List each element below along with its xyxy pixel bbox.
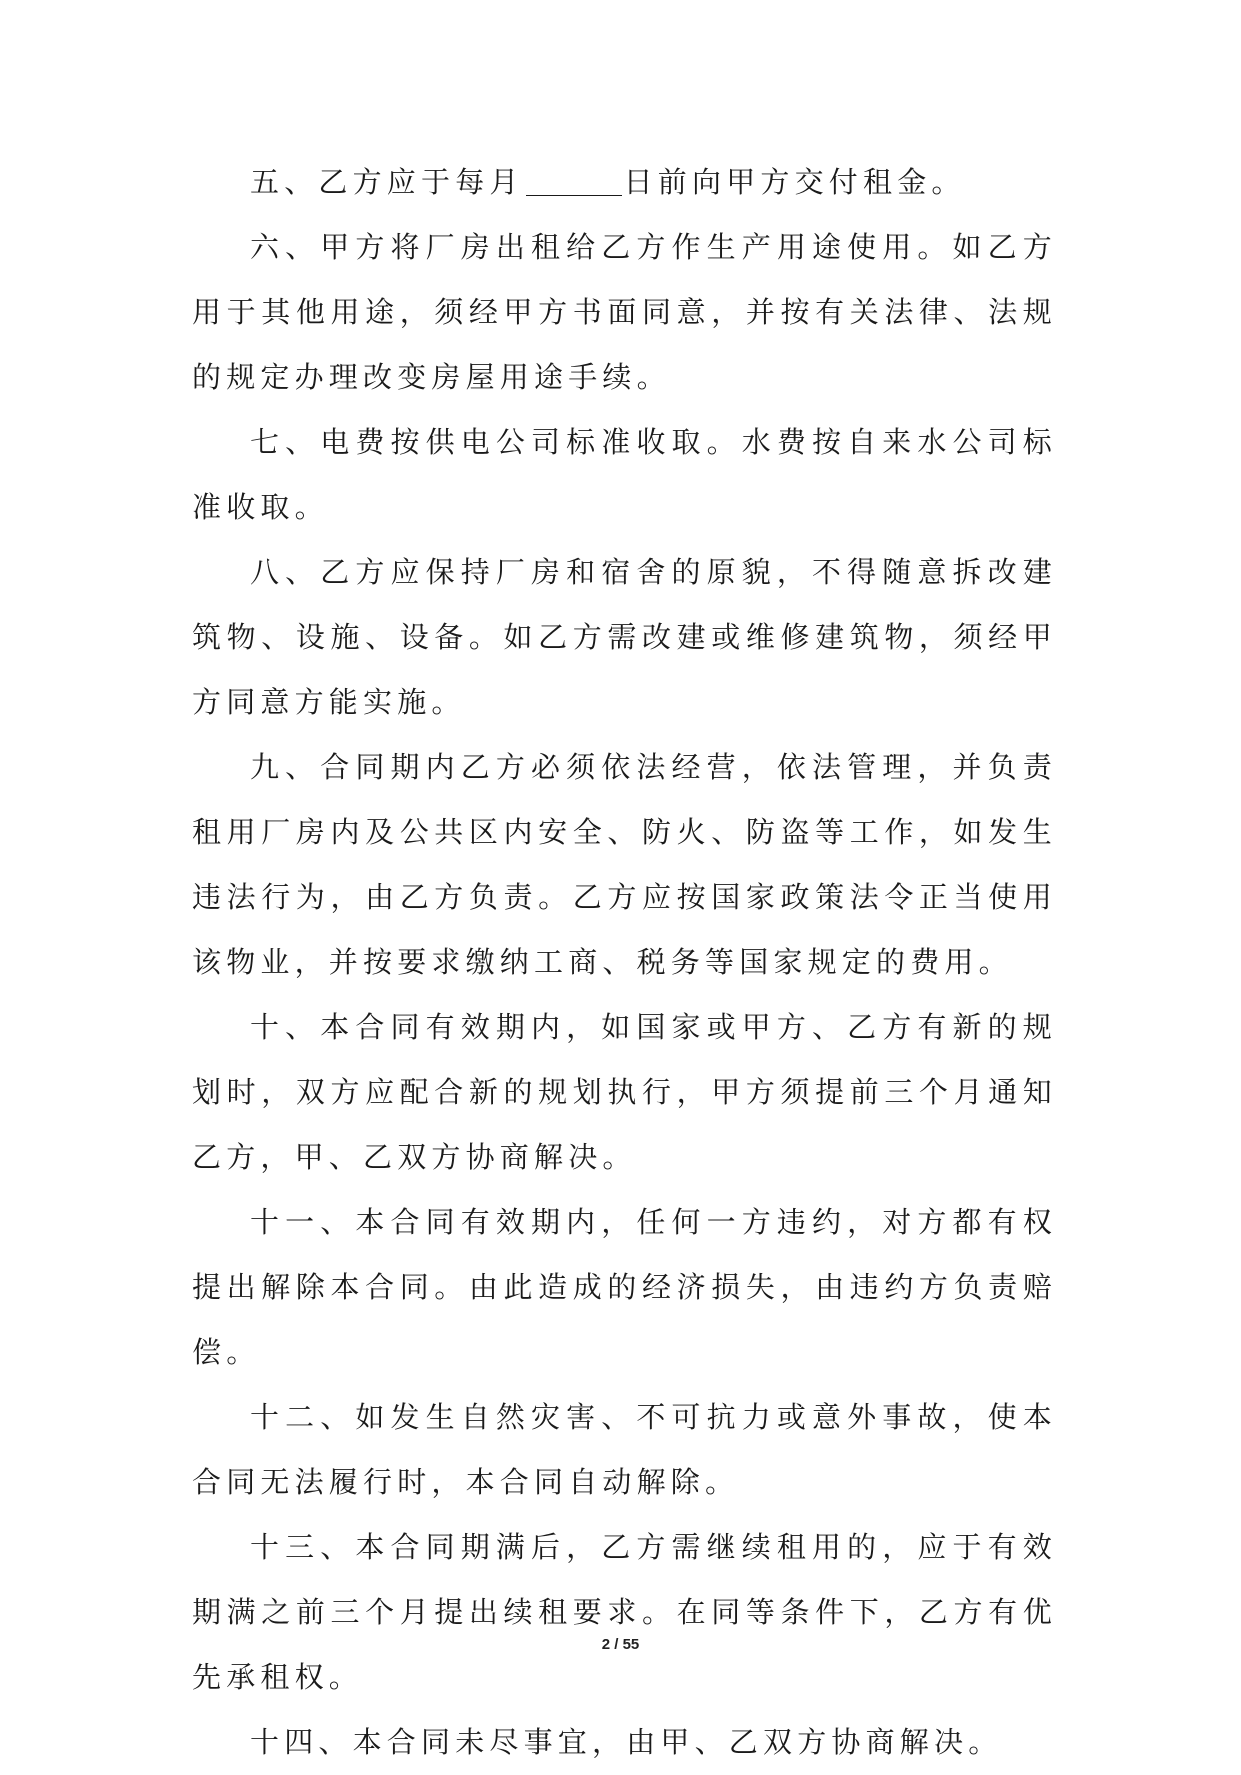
clause-6: 六、甲方将厂房出租给乙方作生产用途使用。如乙方用于其他用途，须经甲方书面同意，并按有关法律、法规的规定办理改变房屋用途手续。	[192, 230, 1057, 394]
fill-in-blank-day	[526, 165, 622, 196]
page-number: 2 / 55	[601, 1636, 640, 1653]
clause-10: 十、本合同有效期内，如国家或甲方、乙方有新的规划时，双方应配合新的规划执行，甲方须提前三个月通知乙方，甲、乙双方协商解决。	[192, 1010, 1057, 1174]
clause-11: 十一、本合同有效期内，任何一方违约，对方都有权提出解除本合同。由此造成的经济损失，由违约方负责赔偿。	[192, 1205, 1057, 1369]
clause-14: 十四、本合同未尽事宜，由甲、乙双方协商解决。	[250, 1725, 1003, 1759]
clause-5-text-after-blank: 日前向甲方交付租金。	[623, 165, 966, 199]
clause-13: 十三、本合同期满后，乙方需继续租用的，应于有效期满之前三个月提出续租要求。在同等条件下，乙方有优先承租权。	[192, 1530, 1057, 1694]
clause-12: 十二、如发生自然灾害、不可抗力或意外事故，使本合同无法履行时，本合同自动解除。	[192, 1400, 1057, 1499]
clause-7: 七、电费按供电公司标准收取。水费按自来水公司标准收取。	[192, 425, 1057, 524]
clause-5-text-before-blank: 五、乙方应于每月	[250, 165, 524, 199]
clause-9: 九、合同期内乙方必须依法经营，依法管理，并负责租用厂房内及公共区内安全、防火、防盗等工作，如发生违法行为，由乙方负责。乙方应按国家政策法令正当使用该物业，并按要求缴纳工商、税务等国家规定的费用。	[192, 750, 1057, 979]
clause-8: 八、乙方应保持厂房和宿舍的原貌，不得随意拆改建筑物、设施、设备。如乙方需改建或维修建筑物，须经甲方同意方能实施。	[192, 555, 1057, 719]
clause-5	[192, 150, 1057, 215]
document-body	[192, 150, 1057, 1775]
